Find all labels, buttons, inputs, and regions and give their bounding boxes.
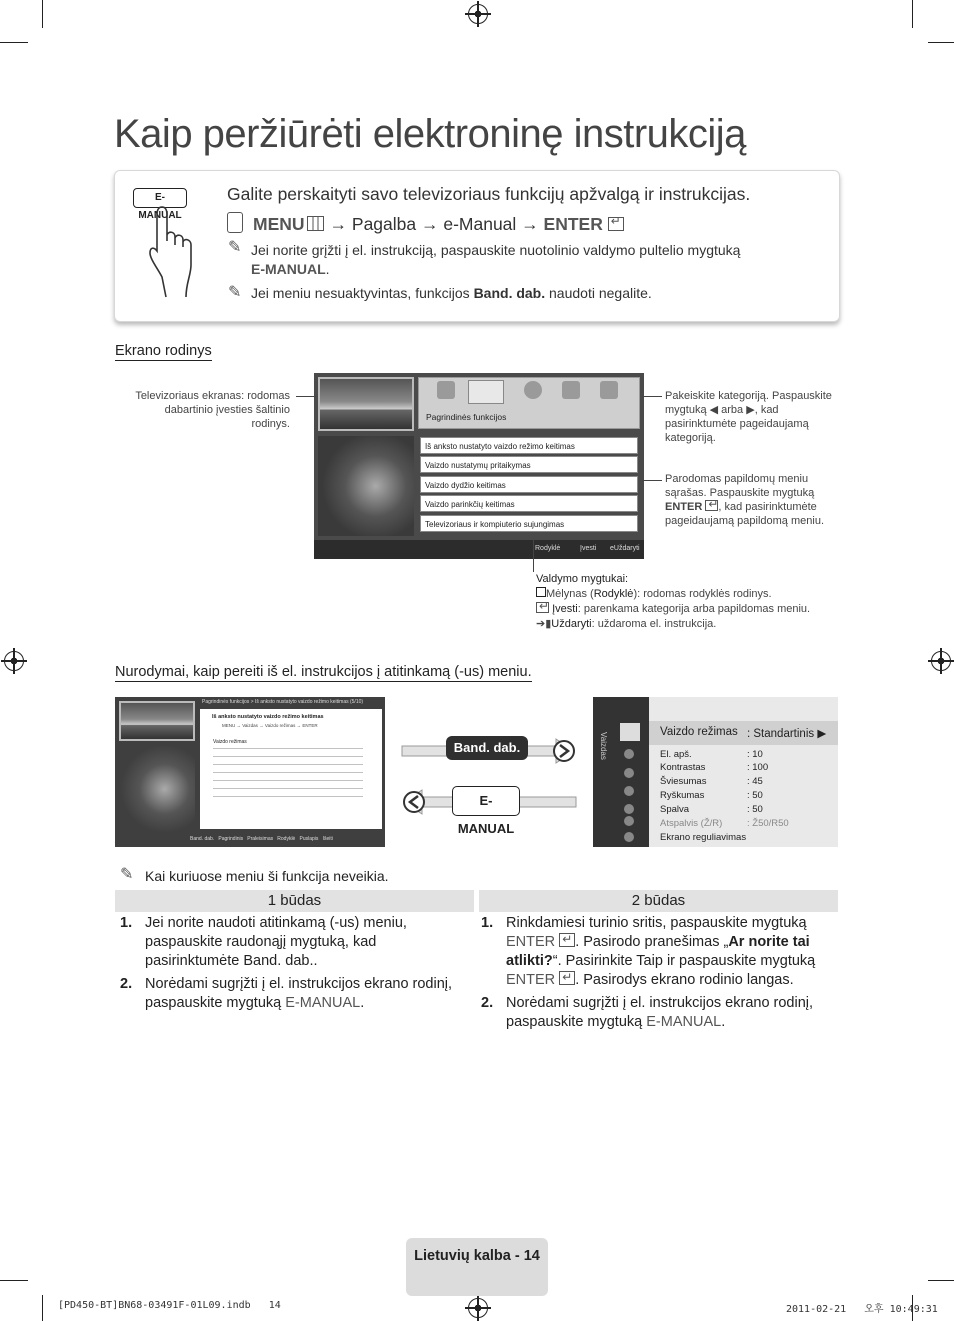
right-note-2: Parodomas papildomų meniu sąrašas. Paspauskite mygtuką ENTER ↵ , kad pasirinktumėte pageidaujamą papildomą meniu. — [665, 472, 835, 528]
registration-mark-icon — [468, 1298, 488, 1318]
category-icon-selected[interactable] — [468, 380, 504, 404]
blue-button-icon — [536, 587, 546, 597]
crop-mark — [928, 1280, 954, 1281]
picture-row-value: : 100 — [747, 762, 769, 773]
print-date: 2011-02-21 오후 10:49:31 — [786, 1304, 938, 1315]
controls-legend — [536, 572, 826, 632]
picture-row[interactable]: Ryškumas — [660, 790, 705, 801]
nav-section-heading: Nurodymai, kaip pereiti iš el. instrukcijos į atitinkamą (-us) meniu. — [115, 664, 532, 680]
e-manual-button[interactable]: E-MANUAL — [452, 786, 520, 816]
crop-mark — [42, 1295, 43, 1321]
picture-row[interactable]: Kontrastas — [660, 762, 706, 773]
picture-menu-sidebar — [593, 697, 649, 847]
intro-line1: Galite perskaityti savo televizoriaus funkcijų apžvalgą ir instrukcijas. — [227, 184, 751, 204]
picture-row-value: : Standartinis ▶ — [747, 728, 827, 740]
detail-path: MENU → Vaizdas → Vaizdo režimas → ENTER — [222, 723, 318, 728]
left-note: Televizoriaus ekranas: rodomas dabartinio įvesties šaltinio rodinys. — [135, 390, 290, 430]
detail-art — [119, 746, 195, 832]
hand-press-icon — [148, 205, 206, 300]
enter-icon — [559, 971, 575, 985]
enter-icon — [559, 933, 575, 947]
exit-icon: ➔▮ — [536, 618, 552, 630]
nav-note: Kai kuriuose meniu ši funkcija neveikia. — [145, 868, 389, 884]
picture-row[interactable]: Šviesumas — [660, 776, 707, 787]
menu-icon — [307, 216, 324, 231]
enter-icon — [608, 217, 624, 231]
intro-note2: Jei meniu nesuaktyvintas, funkcijos Band. dab. naudoti negalite. — [251, 285, 652, 301]
menu-path — [227, 212, 624, 235]
registration-mark-icon — [468, 4, 488, 24]
picture-row[interactable]: Atspalvis (Ž/R) — [660, 818, 723, 829]
menu-item[interactable]: Televizoriaus ir kompiuterio sujungimas — [420, 515, 638, 532]
control-close: ➔▮Uždaryti: uždaroma el. instrukcija. — [536, 618, 717, 630]
category-icon-5[interactable] — [600, 381, 618, 399]
footer-button-index[interactable]: Rodyklė — [535, 545, 561, 552]
crop-mark — [0, 42, 28, 43]
method-1-header: 1 būdas — [115, 890, 474, 912]
picture-row[interactable]: Spalva — [660, 804, 690, 815]
band-dab-button[interactable]: Band. dab. — [446, 736, 528, 760]
menu-item[interactable]: Vaizdo nustatymų pritaikymas — [420, 456, 638, 473]
note-pencil-icon: ✎ — [228, 239, 242, 256]
note-pencil-icon: ✎ — [228, 284, 242, 301]
side-icon — [624, 816, 634, 826]
category-icon-1[interactable] — [437, 381, 455, 399]
tv-art — [318, 436, 414, 536]
control-enter: ↵ Įvesti: parenkama kategorija arba papildomas meniu. — [536, 602, 826, 617]
e-manual-badge: E-MANUAL — [133, 188, 187, 208]
callout-line — [642, 480, 662, 481]
screen-section-heading: Ekrano rodinys — [115, 343, 212, 359]
side-label: Vaizdas — [599, 732, 608, 760]
menu-item[interactable]: Vaizdo dydžio keitimas — [420, 476, 638, 493]
note-pencil-icon: ✎ — [120, 866, 134, 883]
picture-row-value: : 45 — [747, 776, 763, 787]
callout-line — [533, 540, 534, 572]
file-info: [PD450-BT]BN68-03491F-01L09.indb 14 — [58, 1300, 281, 1311]
detail-header: Pagrindinės funkcijos > Iš anksto nustatyto vaizdo režimo keitimas (5/10) — [202, 699, 364, 705]
picture-row[interactable]: Ekrano reguliavimas — [660, 832, 747, 843]
side-icon — [624, 768, 634, 778]
picture-row[interactable]: El. apš. — [660, 749, 692, 760]
callout-line — [642, 396, 662, 397]
picture-row-value: : 50 — [747, 804, 763, 815]
detail-preview — [119, 701, 195, 741]
picture-row-value: : 50 — [747, 790, 763, 801]
side-icon — [624, 804, 634, 814]
crop-mark — [42, 0, 43, 28]
menu-item[interactable]: Iš anksto nustatyto vaizdo režimo keitimas — [420, 437, 638, 454]
side-icon — [624, 786, 634, 796]
tv-preview — [318, 377, 414, 431]
footer-button-close[interactable]: eUždaryti — [610, 545, 640, 552]
controls-title: Valdymo mygtukai: — [536, 573, 629, 585]
enter-icon — [705, 500, 718, 511]
enter-icon — [536, 602, 549, 613]
remote-icon — [227, 212, 243, 233]
side-icon — [624, 749, 634, 759]
enter-word: ENTER — [543, 214, 603, 234]
page-title: Kaip peržiūrėti elektroninę instrukciją — [114, 112, 746, 156]
crop-mark — [0, 1280, 28, 1281]
category-icon-3[interactable] — [524, 381, 542, 399]
detail-sub: Vaizdo režimas — [213, 739, 247, 745]
page-number-tab: Lietuvių kalba - 14 — [406, 1238, 548, 1296]
category-icon-4[interactable] — [562, 381, 580, 399]
selected-menu-icon — [620, 723, 640, 741]
footer-button-enter[interactable]: Įvesti — [580, 545, 597, 552]
menu-item[interactable]: Vaizdo parinkčių keitimas — [420, 495, 638, 512]
side-icon — [624, 832, 634, 842]
picture-row-value: : Ž50/R50 — [747, 818, 789, 829]
detail-footer: Band. dab. Pagrindinis Praleisimas Rodyklė Puslapis Išeiti — [190, 836, 333, 842]
control-index: Mėlynas (Rodyklė): rodomas rodyklės rodinys. — [536, 587, 826, 602]
category-label: Pagrindinės funkcijos — [426, 412, 507, 422]
path-middle: → Pagalba → e-Manual → — [329, 214, 539, 234]
callout-line — [296, 396, 316, 397]
registration-mark-icon — [4, 651, 24, 671]
right-note-1: Pakeiskite kategoriją. Paspauskite mygtuką ◀ arba ▶, kad pasirinktumėte pageidaujamą kategoriją. — [665, 390, 832, 444]
picture-row-value: : 10 — [747, 749, 763, 760]
picture-row[interactable]: Vaizdo režimas — [660, 726, 738, 738]
menu-word: MENU — [253, 214, 305, 234]
method-2-header: 2 būdas — [479, 890, 838, 912]
detail-title: Iš anksto nustatyto vaizdo režimo keitimas — [212, 714, 324, 720]
detail-text-block — [213, 748, 363, 798]
crop-mark — [928, 42, 954, 43]
intro-note1: Jei norite grįžti į el. instrukciją, paspauskite nuotolinio valdymo pultelio mygtuką E-MANUAL. — [251, 242, 741, 277]
registration-mark-icon — [931, 651, 951, 671]
crop-mark — [912, 0, 913, 28]
